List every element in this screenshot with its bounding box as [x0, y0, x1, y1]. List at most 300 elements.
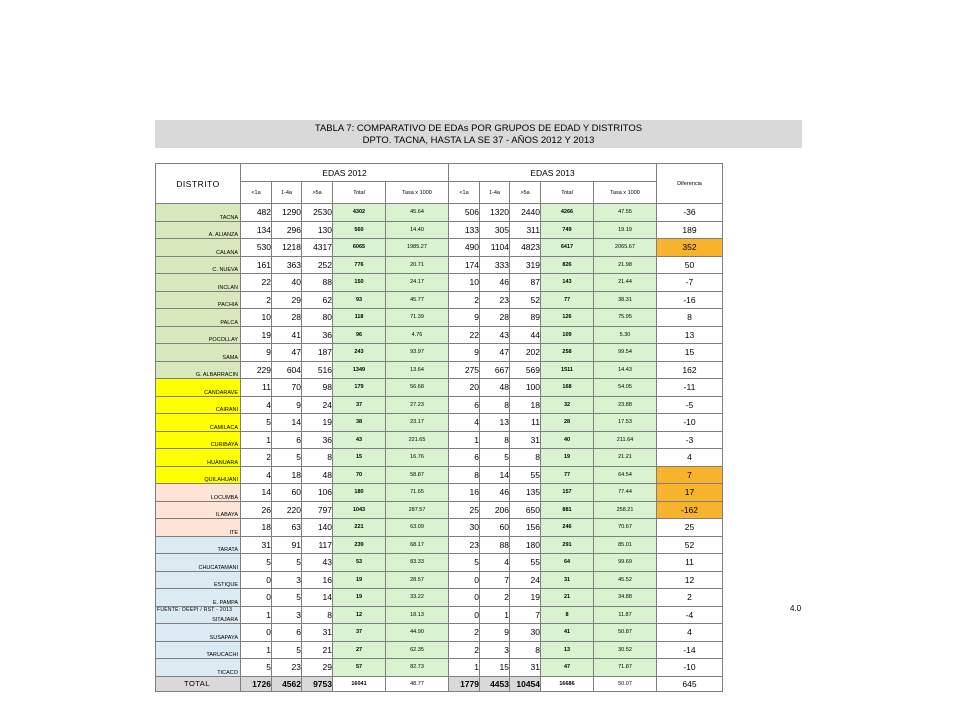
col-header-total-2013: Total — [541, 182, 594, 204]
cell-total-2013: 64 — [541, 554, 594, 572]
cell-over5-2012: 2530 — [302, 204, 333, 222]
district-name: CHUCATAMANI — [156, 554, 241, 572]
cell-1to4-2013: 46 — [480, 274, 510, 292]
cell-over5-2012: 29 — [302, 659, 333, 677]
total-total-2012: 16041 — [333, 676, 386, 691]
cell-1to4-2013: 1 — [480, 606, 510, 624]
district-name: CALANA — [156, 239, 241, 257]
cell-tasa-2012: 62.35 — [386, 641, 449, 659]
cell-1to4-2013: 48 — [480, 379, 510, 397]
cell-total-2012: 776 — [333, 256, 386, 274]
cell-tasa-2012: 287.57 — [386, 501, 449, 519]
cell-under1-2013: 16 — [449, 484, 480, 502]
cell-over5-2013: 44 — [510, 326, 541, 344]
col-header-1to4-2013: 1-4a — [480, 182, 510, 204]
cell-tasa-2012: 20.71 — [386, 256, 449, 274]
cell-tasa-2013: 77.44 — [594, 484, 657, 502]
cell-1to4-2013: 60 — [480, 519, 510, 537]
total-row — [156, 676, 723, 691]
col-header-under1-2012: <1a — [241, 182, 272, 204]
cell-1to4-2013: 1104 — [480, 239, 510, 257]
cell-under1-2013: 4 — [449, 414, 480, 432]
cell-over5-2012: 106 — [302, 484, 333, 502]
cell-total-2012: 179 — [333, 379, 386, 397]
cell-diferencia: -36 — [657, 204, 723, 222]
cell-total-2012: 560 — [333, 221, 386, 239]
total-over5-2012: 9753 — [302, 676, 333, 691]
cell-total-2013: 6417 — [541, 239, 594, 257]
cell-under1-2012: 4 — [241, 466, 272, 484]
cell-total-2013: 4266 — [541, 204, 594, 222]
cell-total-2012: 43 — [333, 431, 386, 449]
cell-tasa-2012: 33.22 — [386, 589, 449, 607]
table-row — [156, 519, 723, 537]
cell-over5-2013: 8 — [510, 641, 541, 659]
cell-tasa-2013: 99.69 — [594, 554, 657, 572]
cell-1to4-2013: 206 — [480, 501, 510, 519]
cell-total-2012: 27 — [333, 641, 386, 659]
cell-under1-2012: 14 — [241, 484, 272, 502]
cell-over5-2013: 30 — [510, 624, 541, 642]
cell-tasa-2013: 38.31 — [594, 291, 657, 309]
cell-diferencia: 13 — [657, 326, 723, 344]
table-row — [156, 589, 723, 607]
cell-over5-2012: 19 — [302, 414, 333, 432]
cell-over5-2012: 140 — [302, 519, 333, 537]
table-row — [156, 484, 723, 502]
cell-1to4-2012: 47 — [272, 344, 302, 362]
district-name: CAMILACA — [156, 414, 241, 432]
table-row — [156, 239, 723, 257]
cell-diferencia: 4 — [657, 624, 723, 642]
cell-under1-2012: 1 — [241, 606, 272, 624]
district-name: ESTIQUE — [156, 571, 241, 589]
table-row — [156, 466, 723, 484]
cell-1to4-2012: 220 — [272, 501, 302, 519]
cell-total-2013: 31 — [541, 571, 594, 589]
edas-comparison-table — [155, 163, 723, 692]
cell-diferencia: -10 — [657, 659, 723, 677]
cell-1to4-2013: 14 — [480, 466, 510, 484]
cell-1to4-2012: 5 — [272, 449, 302, 467]
cell-total-2013: 168 — [541, 379, 594, 397]
cell-over5-2013: 135 — [510, 484, 541, 502]
cell-tasa-2013: 54.05 — [594, 379, 657, 397]
cell-tasa-2013: 34.88 — [594, 589, 657, 607]
cell-under1-2013: 5 — [449, 554, 480, 572]
cell-under1-2013: 23 — [449, 536, 480, 554]
cell-diferencia: 52 — [657, 536, 723, 554]
cell-diferencia: 4 — [657, 449, 723, 467]
cell-over5-2013: 2440 — [510, 204, 541, 222]
district-name: INCLAN — [156, 274, 241, 292]
cell-under1-2013: 6 — [449, 449, 480, 467]
district-name: CURIBAYA — [156, 431, 241, 449]
table-row — [156, 361, 723, 379]
cell-tasa-2012: 63.09 — [386, 519, 449, 537]
cell-tasa-2012: 71.65 — [386, 484, 449, 502]
cell-tasa-2012: 13.64 — [386, 361, 449, 379]
table-row — [156, 571, 723, 589]
table-row — [156, 554, 723, 572]
cell-under1-2013: 25 — [449, 501, 480, 519]
cell-under1-2013: 6 — [449, 396, 480, 414]
table-row — [156, 414, 723, 432]
total-tasa-2012: 48.77 — [386, 676, 449, 691]
district-name: CANDARAVE — [156, 379, 241, 397]
cell-under1-2012: 161 — [241, 256, 272, 274]
cell-over5-2012: 36 — [302, 326, 333, 344]
cell-over5-2012: 8 — [302, 449, 333, 467]
cell-1to4-2013: 23 — [480, 291, 510, 309]
cell-tasa-2013: 30.52 — [594, 641, 657, 659]
cell-tasa-2012: 93.97 — [386, 344, 449, 362]
cell-under1-2012: 229 — [241, 361, 272, 379]
cell-under1-2012: 2 — [241, 449, 272, 467]
cell-over5-2013: 4823 — [510, 239, 541, 257]
cell-1to4-2012: 60 — [272, 484, 302, 502]
district-name: SUSAPAYA — [156, 624, 241, 642]
cell-tasa-2012: 23.17 — [386, 414, 449, 432]
edas-2012-header: EDAS 2012 — [241, 164, 449, 182]
district-name: A. ALIANZA — [156, 221, 241, 239]
cell-total-2013: 143 — [541, 274, 594, 292]
cell-total-2012: 150 — [333, 274, 386, 292]
cell-1to4-2013: 3 — [480, 641, 510, 659]
table-title-line1: TABLA 7: COMPARATIVO DE EDAs POR GRUPOS DE EDAD Y DISTRITOS — [314, 123, 643, 134]
district-name: ILABAYA — [156, 501, 241, 519]
cell-total-2012: 118 — [333, 309, 386, 327]
cell-1to4-2012: 3 — [272, 606, 302, 624]
cell-over5-2012: 24 — [302, 396, 333, 414]
cell-total-2013: 28 — [541, 414, 594, 432]
cell-tasa-2012: 82.73 — [386, 659, 449, 677]
col-header-total-2012: Total — [333, 182, 386, 204]
table-row — [156, 501, 723, 519]
cell-1to4-2012: 14 — [272, 414, 302, 432]
cell-tasa-2012: 45.64 — [386, 204, 449, 222]
col-header-over5-2013: >5a — [510, 182, 541, 204]
cell-under1-2013: 10 — [449, 274, 480, 292]
cell-under1-2012: 0 — [241, 624, 272, 642]
cell-tasa-2012: 4.76 — [386, 326, 449, 344]
cell-total-2013: 826 — [541, 256, 594, 274]
cell-over5-2013: 19 — [510, 589, 541, 607]
cell-tasa-2013: 5.30 — [594, 326, 657, 344]
cell-1to4-2013: 28 — [480, 309, 510, 327]
cell-1to4-2013: 88 — [480, 536, 510, 554]
cell-tasa-2013: 21.21 — [594, 449, 657, 467]
district-name: HUANUARA — [156, 449, 241, 467]
total-total-2013: 16686 — [541, 676, 594, 691]
col-header-over5-2012: >5a — [302, 182, 333, 204]
cell-under1-2012: 482 — [241, 204, 272, 222]
cell-total-2013: 77 — [541, 466, 594, 484]
table-row — [156, 204, 723, 222]
cell-1to4-2012: 6 — [272, 431, 302, 449]
cell-1to4-2013: 47 — [480, 344, 510, 362]
cell-1to4-2012: 1290 — [272, 204, 302, 222]
cell-over5-2013: 100 — [510, 379, 541, 397]
cell-tasa-2012: 16.76 — [386, 449, 449, 467]
cell-1to4-2012: 40 — [272, 274, 302, 292]
cell-total-2013: 41 — [541, 624, 594, 642]
cell-under1-2013: 2 — [449, 641, 480, 659]
total-diferencia: 645 — [657, 676, 723, 691]
cell-total-2012: 70 — [333, 466, 386, 484]
table-row — [156, 396, 723, 414]
diferencia-header: Diferencia — [657, 164, 723, 204]
cell-tasa-2012: 58.87 — [386, 466, 449, 484]
district-name: TACNA — [156, 204, 241, 222]
cell-total-2013: 47 — [541, 659, 594, 677]
cell-tasa-2012: 27.23 — [386, 396, 449, 414]
cell-tasa-2012: 221.65 — [386, 431, 449, 449]
cell-over5-2012: 516 — [302, 361, 333, 379]
cell-tasa-2012: 68.17 — [386, 536, 449, 554]
cell-1to4-2013: 667 — [480, 361, 510, 379]
cell-tasa-2013: 211.64 — [594, 431, 657, 449]
total-1to4-2013: 4453 — [480, 676, 510, 691]
cell-total-2012: 221 — [333, 519, 386, 537]
cell-total-2012: 53 — [333, 554, 386, 572]
cell-over5-2013: 24 — [510, 571, 541, 589]
col-header-1to4-2012: 1-4a — [272, 182, 302, 204]
district-name: ITE — [156, 519, 241, 537]
cell-over5-2012: 43 — [302, 554, 333, 572]
cell-tasa-2013: 45.52 — [594, 571, 657, 589]
table-row — [156, 624, 723, 642]
district-name: QUILAHUANI — [156, 466, 241, 484]
cell-total-2012: 12 — [333, 606, 386, 624]
cell-total-2013: 109 — [541, 326, 594, 344]
cell-under1-2013: 30 — [449, 519, 480, 537]
table-row — [156, 256, 723, 274]
cell-1to4-2012: 1218 — [272, 239, 302, 257]
table-row — [156, 221, 723, 239]
cell-diferencia: 2 — [657, 589, 723, 607]
cell-1to4-2012: 9 — [272, 396, 302, 414]
cell-1to4-2012: 363 — [272, 256, 302, 274]
cell-1to4-2012: 41 — [272, 326, 302, 344]
cell-diferencia: -3 — [657, 431, 723, 449]
cell-total-2013: 126 — [541, 309, 594, 327]
cell-diferencia: -4 — [657, 606, 723, 624]
cell-total-2013: 1511 — [541, 361, 594, 379]
district-name: SAMA — [156, 344, 241, 362]
cell-1to4-2013: 46 — [480, 484, 510, 502]
cell-tasa-2012: 44.90 — [386, 624, 449, 642]
cell-under1-2012: 31 — [241, 536, 272, 554]
cell-over5-2013: 311 — [510, 221, 541, 239]
cell-over5-2013: 319 — [510, 256, 541, 274]
cell-total-2012: 1043 — [333, 501, 386, 519]
district-name: TARUCACHI — [156, 641, 241, 659]
cell-over5-2013: 52 — [510, 291, 541, 309]
cell-1to4-2013: 8 — [480, 396, 510, 414]
cell-over5-2012: 130 — [302, 221, 333, 239]
cell-diferencia: -14 — [657, 641, 723, 659]
cell-total-2012: 38 — [333, 414, 386, 432]
cell-1to4-2013: 333 — [480, 256, 510, 274]
cell-over5-2013: 55 — [510, 554, 541, 572]
district-name: PACHIA — [156, 291, 241, 309]
cell-under1-2012: 134 — [241, 221, 272, 239]
cell-total-2012: 19 — [333, 589, 386, 607]
district-name: POCOLLAY — [156, 326, 241, 344]
table-title — [155, 120, 802, 148]
cell-total-2012: 96 — [333, 326, 386, 344]
cell-over5-2012: 80 — [302, 309, 333, 327]
cell-tasa-2012: 83.33 — [386, 554, 449, 572]
cell-over5-2013: 650 — [510, 501, 541, 519]
cell-over5-2013: 55 — [510, 466, 541, 484]
cell-tasa-2013: 71.87 — [594, 659, 657, 677]
cell-1to4-2013: 305 — [480, 221, 510, 239]
cell-over5-2012: 14 — [302, 589, 333, 607]
table-row — [156, 309, 723, 327]
cell-under1-2013: 133 — [449, 221, 480, 239]
cell-tasa-2013: 11.87 — [594, 606, 657, 624]
table-row — [156, 659, 723, 677]
cell-over5-2013: 31 — [510, 659, 541, 677]
cell-under1-2012: 5 — [241, 414, 272, 432]
cell-tasa-2013: 21.98 — [594, 256, 657, 274]
distrito-header: DISTRITO — [156, 164, 241, 204]
table-row — [156, 379, 723, 397]
cell-over5-2013: 89 — [510, 309, 541, 327]
cell-under1-2013: 20 — [449, 379, 480, 397]
cell-tasa-2012: 45.77 — [386, 291, 449, 309]
cell-total-2013: 13 — [541, 641, 594, 659]
cell-total-2013: 21 — [541, 589, 594, 607]
district-name: TICACO — [156, 659, 241, 677]
cell-over5-2012: 797 — [302, 501, 333, 519]
cell-tasa-2013: 70.67 — [594, 519, 657, 537]
table-row — [156, 449, 723, 467]
cell-1to4-2012: 604 — [272, 361, 302, 379]
district-name: PALCA — [156, 309, 241, 327]
cell-diferencia: 17 — [657, 484, 723, 502]
cell-1to4-2013: 9 — [480, 624, 510, 642]
cell-over5-2013: 569 — [510, 361, 541, 379]
cell-over5-2012: 31 — [302, 624, 333, 642]
cell-under1-2012: 530 — [241, 239, 272, 257]
cell-under1-2013: 174 — [449, 256, 480, 274]
cell-under1-2013: 0 — [449, 589, 480, 607]
cell-diferencia: 189 — [657, 221, 723, 239]
cell-1to4-2013: 13 — [480, 414, 510, 432]
cell-over5-2013: 7 — [510, 606, 541, 624]
cell-tasa-2013: 47.55 — [594, 204, 657, 222]
cell-total-2013: 291 — [541, 536, 594, 554]
cell-tasa-2013: 2065.67 — [594, 239, 657, 257]
cell-1to4-2012: 5 — [272, 554, 302, 572]
table-title-line2: DPTO. TACNA, HASTA LA SE 37 - AÑOS 2012 Y 2013 — [362, 135, 595, 146]
cell-total-2013: 77 — [541, 291, 594, 309]
cell-tasa-2012: 28.57 — [386, 571, 449, 589]
cell-under1-2013: 8 — [449, 466, 480, 484]
cell-total-2012: 15 — [333, 449, 386, 467]
cell-under1-2013: 0 — [449, 606, 480, 624]
district-name: CAIRANI — [156, 396, 241, 414]
cell-over5-2012: 36 — [302, 431, 333, 449]
cell-tasa-2012: 71.39 — [386, 309, 449, 327]
cell-diferencia: 8 — [657, 309, 723, 327]
cell-under1-2013: 2 — [449, 624, 480, 642]
cell-under1-2013: 275 — [449, 361, 480, 379]
cell-diferencia: -162 — [657, 501, 723, 519]
col-header-tasa-2012: Tasa x 1000 — [386, 182, 449, 204]
cell-1to4-2012: 5 — [272, 641, 302, 659]
cell-over5-2012: 252 — [302, 256, 333, 274]
table-row — [156, 274, 723, 292]
edas-2013-header: EDAS 2013 — [449, 164, 657, 182]
cell-tasa-2013: 50.87 — [594, 624, 657, 642]
cell-over5-2013: 31 — [510, 431, 541, 449]
cell-1to4-2013: 4 — [480, 554, 510, 572]
cell-diferencia: 25 — [657, 519, 723, 537]
cell-under1-2013: 9 — [449, 344, 480, 362]
cell-total-2013: 8 — [541, 606, 594, 624]
cell-1to4-2012: 18 — [272, 466, 302, 484]
cell-under1-2012: 1 — [241, 431, 272, 449]
table-row — [156, 326, 723, 344]
cell-1to4-2013: 5 — [480, 449, 510, 467]
cell-under1-2012: 5 — [241, 554, 272, 572]
cell-tasa-2013: 19.19 — [594, 221, 657, 239]
cell-total-2012: 37 — [333, 396, 386, 414]
cell-1to4-2013: 1320 — [480, 204, 510, 222]
cell-total-2012: 1349 — [333, 361, 386, 379]
cell-over5-2013: 8 — [510, 449, 541, 467]
table-row — [156, 606, 723, 624]
cell-under1-2012: 0 — [241, 589, 272, 607]
cell-1to4-2013: 7 — [480, 571, 510, 589]
cell-1to4-2012: 3 — [272, 571, 302, 589]
cell-tasa-2013: 85.01 — [594, 536, 657, 554]
cell-tasa-2012: 24.17 — [386, 274, 449, 292]
cell-tasa-2012: 14.40 — [386, 221, 449, 239]
cell-over5-2012: 48 — [302, 466, 333, 484]
total-tasa-2013: 50.07 — [594, 676, 657, 691]
cell-over5-2013: 87 — [510, 274, 541, 292]
cell-diferencia: 162 — [657, 361, 723, 379]
cell-1to4-2012: 23 — [272, 659, 302, 677]
cell-total-2013: 749 — [541, 221, 594, 239]
cell-total-2013: 881 — [541, 501, 594, 519]
district-name: TARATA — [156, 536, 241, 554]
cell-under1-2012: 4 — [241, 396, 272, 414]
cell-tasa-2013: 99.54 — [594, 344, 657, 362]
cell-1to4-2012: 63 — [272, 519, 302, 537]
source-note: FUENTE: DEEPI / RST - 2013 — [157, 607, 233, 613]
cell-over5-2013: 18 — [510, 396, 541, 414]
table-row — [156, 291, 723, 309]
cell-tasa-2013: 14.43 — [594, 361, 657, 379]
cell-1to4-2013: 15 — [480, 659, 510, 677]
cell-under1-2013: 2 — [449, 291, 480, 309]
cell-under1-2012: 1 — [241, 641, 272, 659]
cell-diferencia: -11 — [657, 379, 723, 397]
cell-under1-2013: 1 — [449, 431, 480, 449]
cell-over5-2012: 88 — [302, 274, 333, 292]
cell-under1-2013: 9 — [449, 309, 480, 327]
cell-under1-2013: 490 — [449, 239, 480, 257]
cell-1to4-2012: 29 — [272, 291, 302, 309]
cell-under1-2012: 2 — [241, 291, 272, 309]
cell-over5-2013: 156 — [510, 519, 541, 537]
